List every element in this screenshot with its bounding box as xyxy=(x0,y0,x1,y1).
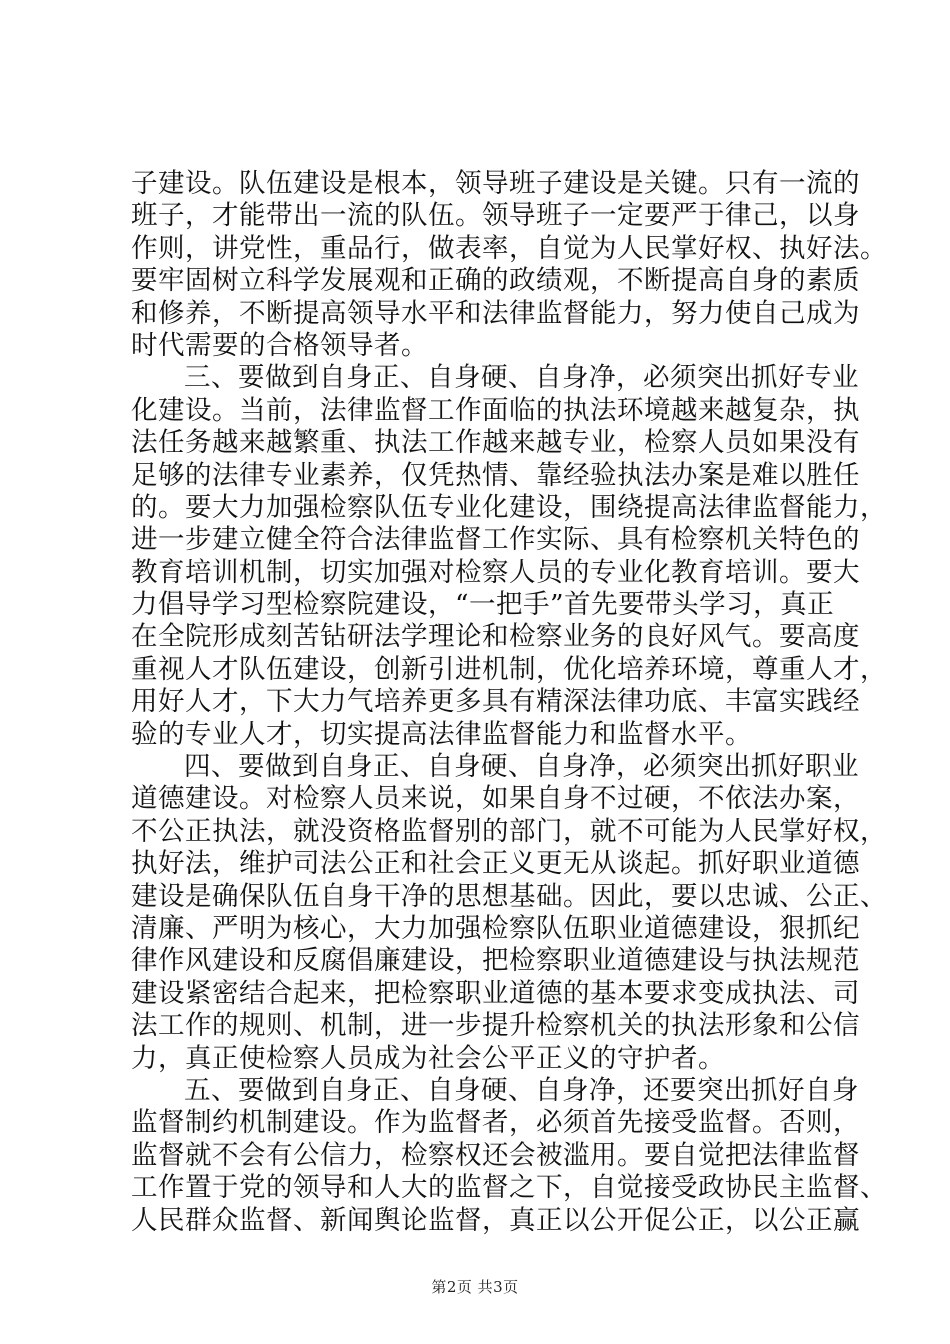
text-line: 化建设。当前，法律监督工作面临的执法环境越来越复杂，执 xyxy=(131,394,860,426)
text-line: 人民群众监督、新闻舆论监督，真正以公开促公正，以公正赢 xyxy=(131,1204,860,1236)
text-line: 进一步建立健全符合法律监督工作实际、具有检察机关特色的 xyxy=(131,524,860,556)
text-line: 时代需要的合格领导者。 xyxy=(131,329,428,361)
text-line: 建设紧密结合起来，把检察职业道德的基本要求变成执法、司 xyxy=(131,977,860,1009)
text-line: 作则，讲党性，重品行，做表率，自觉为人民掌好权、执好法。 xyxy=(131,232,887,264)
text-line: 工作置于党的领导和人大的监督之下，自觉接受政协民主监督、 xyxy=(131,1172,887,1204)
text-line: 建设是确保队伍自身干净的思想基础。因此，要以忠诚、公正、 xyxy=(131,880,887,912)
text-line: 不公正执法，就没资格监督别的部门，就不可能为人民掌好权， xyxy=(131,815,887,847)
page-number-footer: 第2页 共3页 xyxy=(431,1278,519,1296)
text-line: 力倡导学习型检察院建设，“一把手”首先要带头学习，真正 xyxy=(131,589,835,621)
text-line: 用好人才，下大力气培养更多具有精深法律功底、丰富实践经 xyxy=(131,686,860,718)
section-three-first-line: 三、要做到自身正、自身硬、自身净，必须突出抓好专业 xyxy=(184,362,859,394)
text-line: 教育培训机制，切实加强对检察人员的专业化教育培训。要大 xyxy=(131,556,860,588)
text-line: 的。要大力加强检察队伍专业化建设，围绕提高法律监督能力， xyxy=(131,491,887,523)
text-line: 子建设。队伍建设是根本，领导班子建设是关键。只有一流的 xyxy=(131,168,860,199)
text-line: 班子，才能带出一流的队伍。领导班子一定要严于律己，以身 xyxy=(131,200,860,232)
body-text xyxy=(131,168,887,1237)
text-line: 在全院形成刻苦钻研法学理论和检察业务的良好风气。要高度 xyxy=(131,621,860,653)
text-line: 力，真正使检察人员成为社会公平正义的守护者。 xyxy=(131,1042,725,1074)
text-line: 法任务越来越繁重、执法工作越来越专业，检察人员如果没有 xyxy=(131,427,860,459)
text-line: 重视人才队伍建设，创新引进机制，优化培养环境，尊重人才， xyxy=(131,653,887,685)
text-line: 清廉、严明为核心，大力加强检察队伍职业道德建设，狠抓纪 xyxy=(131,912,860,944)
text-line: 律作风建设和反腐倡廉建设，把检察职业道德建设与执法规范 xyxy=(131,945,860,977)
section-five-first-line: 五、要做到自身正、自身硬、自身净，还要突出抓好自身 xyxy=(184,1074,859,1106)
text-line: 道德建设。对检察人员来说，如果自身不过硬，不依法办案， xyxy=(131,783,860,815)
text-line: 法工作的规则、机制，进一步提升检察机关的执法形象和公信 xyxy=(131,1010,860,1042)
text-line: 验的专业人才，切实提高法律监督能力和监督水平。 xyxy=(131,718,752,750)
text-line: 足够的法律专业素养，仅凭热情、靠经验执法办案是难以胜任 xyxy=(131,459,860,491)
text-line: 和修养，不断提高领导水平和法律监督能力，努力使自己成为 xyxy=(131,297,860,329)
text-line: 监督就不会有公信力，检察权还会被滥用。要自觉把法律监督 xyxy=(131,1139,860,1171)
section-four-first-line: 四、要做到自身正、自身硬、自身净，必须突出抓好职业 xyxy=(184,751,859,783)
text-line: 执好法，维护司法公正和社会正义更无从谈起。抓好职业道德 xyxy=(131,848,860,880)
text-line: 监督制约机制建设。作为监督者，必须首先接受监督。否则， xyxy=(131,1107,860,1139)
text-line: 要牢固树立科学发展观和正确的政绩观，不断提高自身的素质 xyxy=(131,265,860,297)
